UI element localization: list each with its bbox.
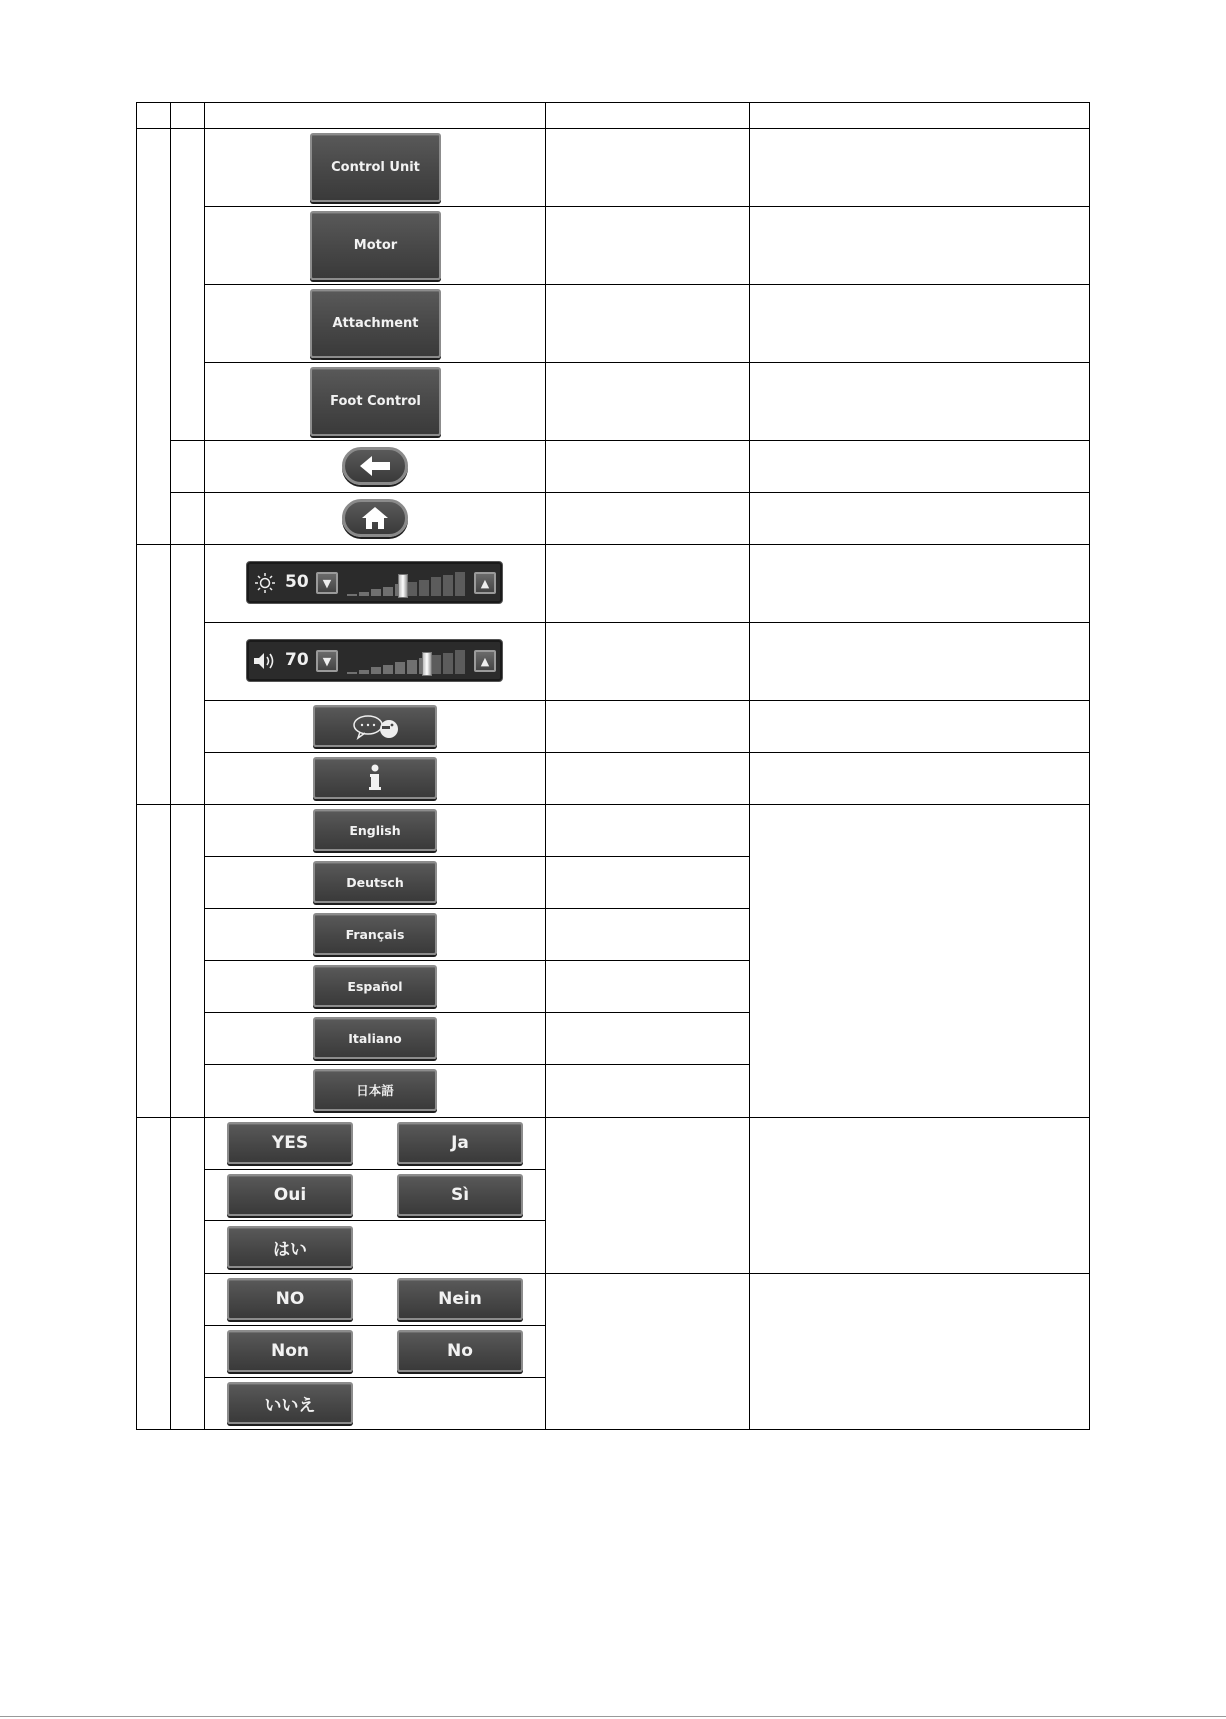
no-button-french[interactable]: Non [227,1330,353,1372]
level-bar [359,592,369,596]
volume-value: 70 [285,650,309,670]
level-bar [407,660,417,674]
level-bar [383,665,393,674]
level-bar [431,577,441,596]
back-button[interactable] [342,447,408,485]
language-button-english[interactable]: English [313,809,437,851]
level-bar [359,670,369,674]
brightness-down-button[interactable]: ▼ [316,572,338,594]
language-button-japanese[interactable]: 日本語 [313,1069,437,1111]
no-button-english[interactable]: NO [227,1278,353,1320]
language-button-deutsch[interactable]: Deutsch [313,861,437,903]
language-button-espanol[interactable]: Español [313,965,437,1007]
no-button-spanish[interactable]: No [397,1330,523,1372]
volume-down-button[interactable]: ▼ [316,650,338,672]
yes-button-french[interactable]: Oui [227,1174,353,1216]
level-bar [431,655,441,674]
level-bar [455,572,465,596]
language-select-button[interactable] [313,705,437,747]
control-unit-button[interactable]: Control Unit [310,133,441,202]
home-icon [361,506,389,530]
yes-button-german[interactable]: Ja [397,1122,523,1164]
no-button-japanese[interactable]: いいえ [227,1382,353,1424]
slider-thumb[interactable] [398,574,408,598]
volume-up-button[interactable]: ▲ [474,650,496,672]
yes-button-italian[interactable]: Sì [397,1174,523,1216]
back-arrow-icon [358,455,392,477]
yes-button-english[interactable]: YES [227,1122,353,1164]
level-bar [383,587,393,596]
slider-thumb[interactable] [422,652,432,676]
level-bar [443,575,453,596]
level-bar [395,662,405,674]
info-icon [367,764,383,792]
home-button[interactable] [342,499,408,537]
info-button[interactable] [313,757,437,799]
language-button-italiano[interactable]: Italiano [313,1017,437,1059]
level-bar [347,672,357,674]
brightness-level-bars [347,570,465,596]
level-bar [371,667,381,674]
speech-bubble-icon [345,712,405,740]
level-bar [347,594,357,596]
level-bar [419,580,429,596]
brightness-up-button[interactable]: ▲ [474,572,496,594]
attachment-button[interactable]: Attachment [310,289,441,358]
motor-button[interactable]: Motor [310,211,441,280]
brightness-value: 50 [285,572,309,592]
volume-level-bars [347,648,465,674]
brightness-slider[interactable] [246,561,503,604]
yes-button-japanese[interactable]: はい [227,1226,353,1268]
level-bar [455,650,465,674]
level-bar [443,653,453,674]
language-button-francais[interactable]: Français [313,913,437,955]
foot-control-button[interactable]: Foot Control [310,367,441,436]
volume-slider[interactable] [246,639,503,682]
speaker-icon [252,650,278,672]
no-button-german[interactable]: Nein [397,1278,523,1320]
level-bar [371,589,381,596]
sun-icon [252,572,278,594]
level-bar [407,582,417,596]
